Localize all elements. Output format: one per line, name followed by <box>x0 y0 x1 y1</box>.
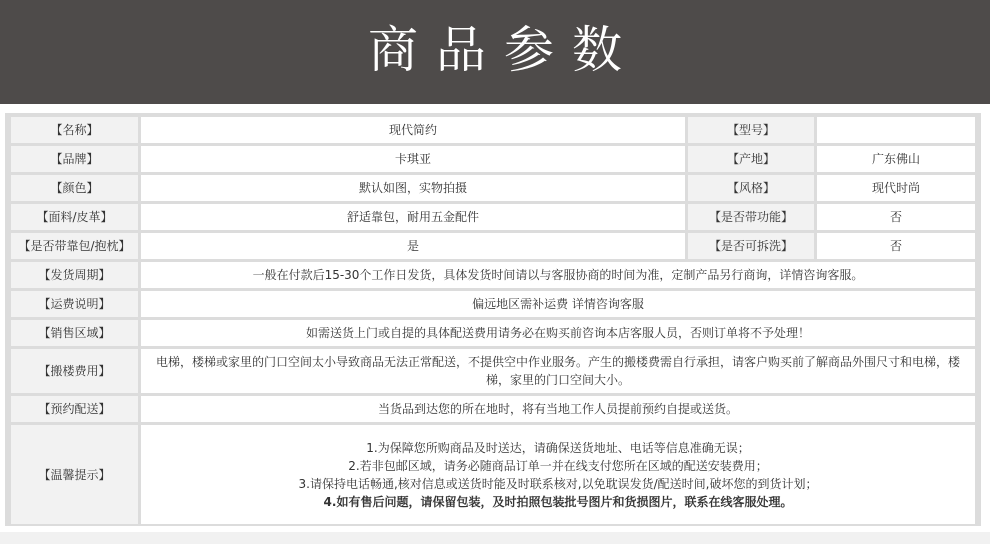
bottom-strip <box>0 532 990 544</box>
value-pillow: 是 <box>141 233 685 259</box>
label-brand: 【品牌】 <box>11 146 138 172</box>
header-banner <box>0 0 990 104</box>
value-tips <box>141 425 975 524</box>
value-brand: 卡琪亚 <box>141 146 685 172</box>
label-appointment: 【预约配送】 <box>11 396 138 422</box>
label-pillow: 【是否带靠包/抱枕】 <box>11 233 138 259</box>
value-appointment: 当货品到达您的所在地时，将有当地工作人员提前预约自提或送货。 <box>141 396 975 422</box>
value-sales-area: 如需送货上门或自提的具体配送费用请务必在购买前咨询本店客服人员，否则订单将不予处理！ <box>141 320 975 346</box>
tips-line-3: 3.请保持电话畅通,核对信息或送货时能及时联系核对,以免耽误发货/配送时间,破坏您的到货计划； <box>298 476 818 491</box>
value-freight: 偏远地区需补运费 详情咨询客服 <box>141 291 975 317</box>
label-origin: 【产地】 <box>688 146 814 172</box>
value-style: 现代时尚 <box>817 175 975 201</box>
label-sales-area: 【销售区域】 <box>11 320 138 346</box>
label-model: 【型号】 <box>688 117 814 143</box>
tips-line-4: 4.如有售后问题，请保留包装，及时拍照包装批号图片和货损图片，联系在线客服处理。 <box>323 494 793 509</box>
value-carry-fee <box>141 349 975 393</box>
label-tips: 【温馨提示】 <box>11 425 138 524</box>
tips-line-1: 1.为保障您所购商品及时送达，请确保送货地址、电话等信息准确无误； <box>366 440 750 455</box>
carry-fee-line-2: 梯，家里的门口空间大小。 <box>485 373 630 387</box>
value-model <box>817 117 975 143</box>
value-has-function: 否 <box>817 204 975 230</box>
carry-fee-line-1: 电梯，楼梯或家里的门口空间太小导致商品无法正常配送，不提供空中作业服务。产生的搬楼费需自行承担，请客户购买前了解商品外围尺寸和电梯，楼 <box>155 355 960 369</box>
value-origin: 广东佛山 <box>817 146 975 172</box>
label-freight: 【运费说明】 <box>11 291 138 317</box>
value-shipping-period: 一般在付款后15-30个工作日发货，具体发货时间请以与客服协商的时间为准，定制产品另行商询，详情咨询客服。 <box>141 262 975 288</box>
label-color: 【颜色】 <box>11 175 138 201</box>
label-material: 【面料/皮革】 <box>11 204 138 230</box>
label-name: 【名称】 <box>11 117 138 143</box>
value-name: 现代简约 <box>141 117 685 143</box>
label-has-function: 【是否带功能】 <box>688 204 814 230</box>
label-washable: 【是否可拆洗】 <box>688 233 814 259</box>
label-carry-fee: 【搬楼费用】 <box>11 349 138 393</box>
label-shipping-period: 【发货周期】 <box>11 262 138 288</box>
value-color: 默认如图，实物拍摄 <box>141 175 685 201</box>
value-material: 舒适靠包，耐用五金配件 <box>141 204 685 230</box>
label-style: 【风格】 <box>688 175 814 201</box>
page-title: 商品参数 <box>368 21 640 79</box>
value-washable: 否 <box>817 233 975 259</box>
tips-line-2: 2.若非包邮区域，请务必随商品订单一并在线支付您所在区域的配送安装费用； <box>348 458 768 473</box>
